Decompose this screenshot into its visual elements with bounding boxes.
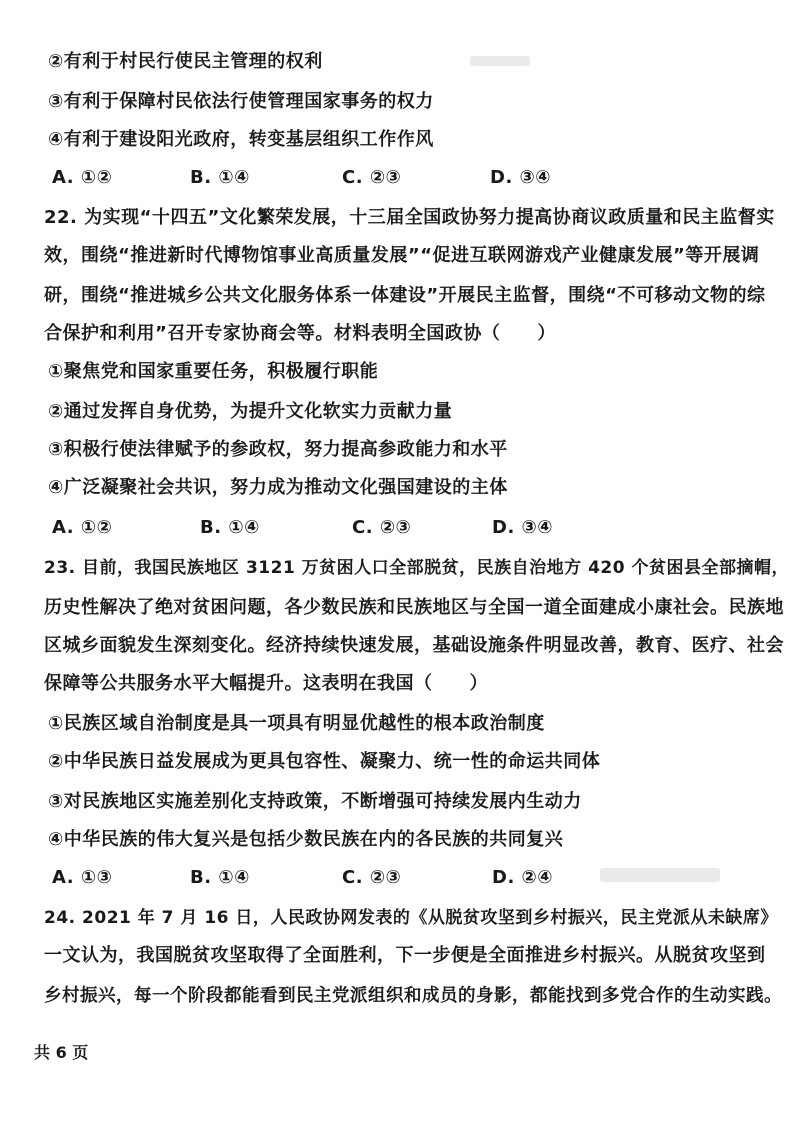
q24-stem-line-2: 一文认为，我国脱贫攻坚取得了全面胜利，下一步便是全面推进乡村振兴。从脱贫攻坚到 [44,945,766,966]
q22-stem-line-4: 合保护和利用”召开专家协商会等。材料表明全国政协（ ） [44,323,556,344]
q23-stem-line-4: 保障等公共服务水平大幅提升。这表明在我国（ ） [44,673,488,694]
q22-option-3: ③积极行使法律赋予的参政权，努力提高参政能力和水平 [48,439,508,460]
q23-answer-d[interactable]: D. ②④ [492,867,554,888]
q21-option-4: ④有利于建设阳光政府，转变基层组织工作作风 [48,129,434,150]
q23-stem-line-2: 历史性解决了绝对贫困问题，各少数民族和民族地区与全国一道全面建成小康社会。民族地 [44,597,784,618]
q22-stem-line-2: 效，围绕“推进新时代博物馆事业高质量发展”“促进互联网游戏产业健康发展”等开展调 [44,245,760,266]
q23-option-3: ③对民族地区实施差别化支持政策，不断增强可持续发展内生动力 [48,791,582,812]
q21-option-2: ②有利于村民行使民主管理的权利 [48,51,323,72]
scan-smudge [600,868,720,882]
q22-answer-a[interactable]: A. ①② [52,517,113,538]
q22-answer-b[interactable]: B. ①④ [200,517,260,538]
q21-answer-a[interactable]: A. ①② [52,167,113,188]
q23-option-4: ④中华民族的伟大复兴是包括少数民族在内的各民族的共同复兴 [48,829,564,850]
q21-answer-b[interactable]: B. ①④ [190,167,250,188]
q22-option-2: ②通过发挥自身优势，为提升文化软实力贡献力量 [48,401,453,422]
q22-option-1: ①聚焦党和国家重要任务，积极履行职能 [48,361,379,382]
q22-answer-c[interactable]: C. ②③ [352,517,412,538]
q23-stem-line-3: 区城乡面貌发生深刻变化。经济持续快速发展，基础设施条件明显改善，教育、医疗、社会 [44,635,784,656]
q22-stem-line-1: 22. 为实现“十四五”文化繁荣发展，十三届全国政协努力提高协商议政质量和民主监督实 [44,207,775,228]
q23-stem-line-1: 23. 目前，我国民族地区 3121 万贫困人口全部脱贫，民族自治地方 420 个贫困县全部摘帽， [44,558,790,578]
q23-option-1: ①民族区域自治制度是具一项具有明显优越性的根本政治制度 [48,713,545,734]
q23-answer-c[interactable]: C. ②③ [342,867,402,888]
q24-stem-line-3: 乡村振兴，每一个阶段都能看到民主党派组织和成员的身影，都能找到多党合作的生动实践。 [44,986,782,1006]
q21-option-3: ③有利于保障村民依法行使管理国家事务的权力 [48,91,434,112]
q24-stem-line-1: 24. 2021 年 7 月 16 日，人民政协网发表的《从脱贫攻坚到乡村振兴，民主党派从未缺席》 [44,908,778,928]
q22-answer-d[interactable]: D. ③④ [492,517,554,538]
q23-option-2: ②中华民族日益发展成为更具包容性、凝聚力、统一性的命运共同体 [48,751,601,772]
q23-answer-b[interactable]: B. ①④ [190,867,250,888]
q21-answer-d[interactable]: D. ③④ [490,167,552,188]
page-footer: 共 6 页 [34,1043,89,1062]
q22-stem-line-3: 研，围绕“推进城乡公共文化服务体系一体建设”开展民主监督，围绕“不可移动文物的综 [44,285,766,306]
q22-option-4: ④广泛凝聚社会共识，努力成为推动文化强国建设的主体 [48,477,508,498]
scan-smudge [470,56,530,66]
q23-answer-a[interactable]: A. ①③ [52,867,113,888]
q21-answer-c[interactable]: C. ②③ [342,167,402,188]
